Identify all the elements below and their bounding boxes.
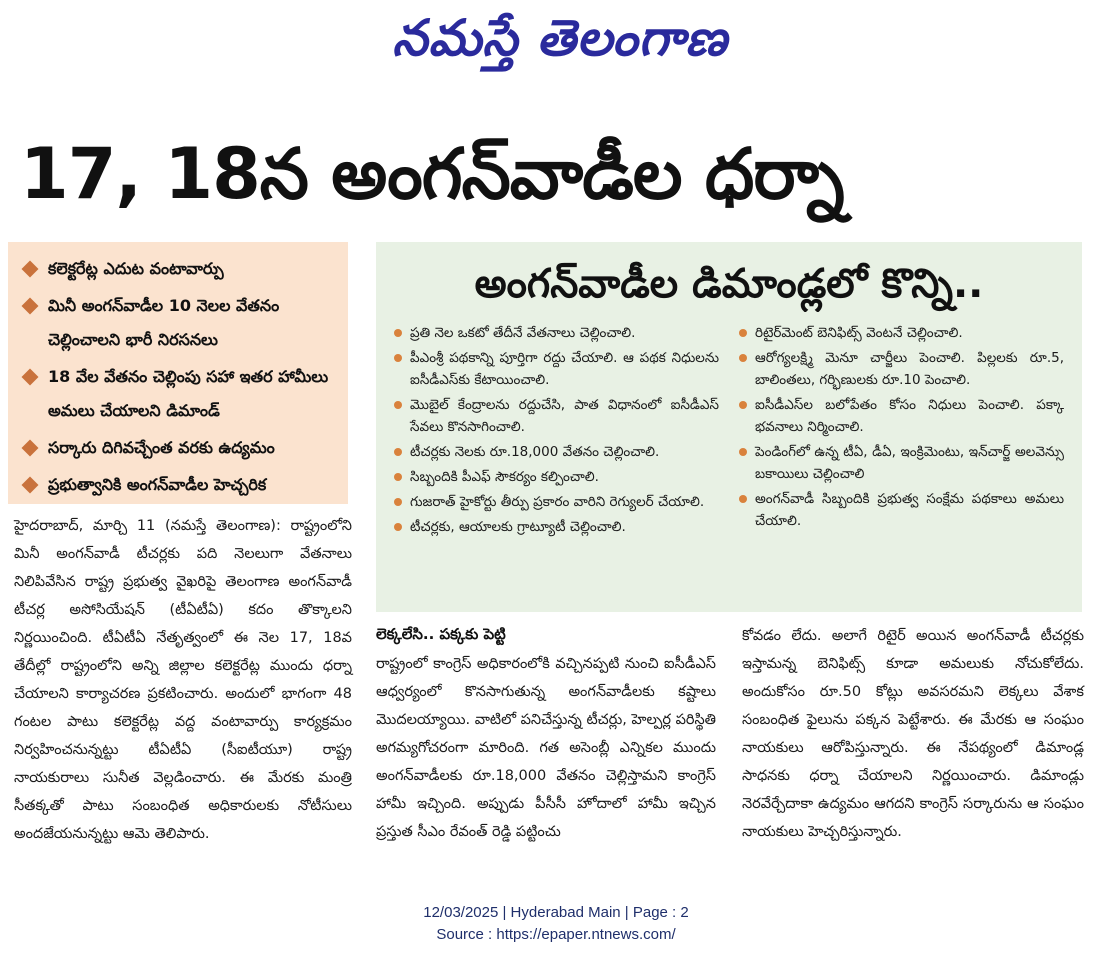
- demand-item: [394, 516, 719, 538]
- article-subheading: లెక్కలేసి.. పక్కకు పెట్టి: [376, 625, 506, 643]
- dot-bullet-icon: [739, 329, 747, 337]
- dot-bullet-icon: [739, 448, 747, 456]
- dot-bullet-icon: [394, 401, 402, 409]
- demand-text: పీఎంశ్రీ పథకాన్ని పూర్తిగా రద్దు చేయాలి. ఆ పథక నిధులను ఐసీడీఎస్‌కు కేటాయించాలి.: [410, 350, 719, 388]
- dot-bullet-icon: [394, 448, 402, 456]
- demand-item: [739, 394, 1064, 438]
- diamond-bullet-icon: [22, 369, 39, 386]
- demand-text: మొబైల్ కేంద్రాలను రద్దుచేసి, పాత విధానంలో ఐసీడీఎస్ సేవలు కొనసాగించాలి.: [410, 397, 719, 435]
- demand-item: [739, 322, 1064, 344]
- highlight-text: సర్కారు దిగివచ్చేంత వరకు ఉద్యమం: [48, 438, 275, 457]
- demand-text: ఆరోగ్యలక్ష్మి మెనూ చార్జీలు పెంచాలి. పిల్లలకు రూ.5, బాలింతలు, గర్భిణులకు రూ.10 పెంచాలి.: [755, 350, 1064, 388]
- page-footer: [0, 902, 1112, 952]
- demand-text: రిటైర్‌మెంట్ బెనిఫిట్స్ వెంటనే చెల్లించాలి.: [755, 325, 963, 341]
- demands-left-column: [394, 322, 719, 541]
- dot-bullet-icon: [394, 498, 402, 506]
- demand-item: [394, 491, 719, 513]
- highlights-box: [8, 242, 348, 504]
- demand-item: [394, 394, 719, 438]
- dot-bullet-icon: [739, 495, 747, 503]
- demand-text: ఐసీడీఎస్‌ల బలోపేతం కోసం నిధులు పెంచాలి. పక్కా భవనాలు నిర్మించాలి.: [755, 397, 1064, 435]
- dot-bullet-icon: [739, 401, 747, 409]
- demands-title: అంగన్‌వాడీల డిమాండ్లలో కొన్ని..: [474, 261, 984, 307]
- dot-bullet-icon: [394, 473, 402, 481]
- newspaper-masthead: నమస్తే తెలంగాణ: [392, 8, 728, 67]
- demand-text: టీచర్లకు, ఆయాలకు గ్రాట్యూటీ చెల్లించాలి.: [410, 519, 626, 535]
- demand-item: [394, 322, 719, 344]
- article-column-2: [376, 622, 716, 846]
- highlight-text: 18 వేల వేతనం చెల్లింపు సహా ఇతర హామీలు అమలు చేయాలని డిమాండ్: [48, 367, 329, 420]
- demand-text: ప్రతి నెల ఒకటో తేదీనే వేతనాలు చెల్లించాలి.: [410, 325, 636, 341]
- demand-text: పెండింగ్‌లో ఉన్న టీఏ, డీఏ, ఇంక్రిమెంటు, ఇన్‌చార్జ్ అలవెన్సు బకాయిలు చెల్లించాలి: [755, 444, 1064, 482]
- highlight-text: ప్రభుత్వానికి అంగన్‌వాడీల హెచ్చరిక: [48, 475, 267, 494]
- article-paragraph: కోవడం లేదు. అలాగే రిటైర్ అయిన అంగన్‌వాడీ టీచర్లకు ఇస్తామన్న బెనిఫిట్స్ కూడా అమలుకు నోచుకోలేదు. అందుకోసం రూ.50 కోట్లు అవసరమని లెక్కలు వేశాక సంబంధిత ఫైలును పక్కన పెట్టేశారు. ఈ మేరకు ఆ సంఘం నాయకులు ఆరోపిస్తున్నారు. ఈ నేపథ్యంలో డిమాండ్ల సాధనకు ధర్నా చేయాలని నిర్ణయించారు. డిమాండ్లు నెరవేర్చేదాకా ఉద్యమం ఆగదని కాంగ్రెస్ సర్కారును ఆ సంఘం నాయకులు హెచ్చరిస్తున్నారు.: [742, 628, 1084, 840]
- demand-item: [739, 441, 1064, 485]
- demand-text: సిబ్బందికి పీఎఫ్ సౌకర్యం కల్పించాలి.: [410, 469, 599, 485]
- diamond-bullet-icon: [22, 440, 39, 457]
- diamond-bullet-icon: [22, 477, 39, 494]
- source-link[interactable]: Source : https://epaper.ntnews.com/: [436, 926, 676, 943]
- article-paragraph: హైదరాబాద్, మార్చి 11 (నమస్తే తెలంగాణ): రాష్ట్రంలోని మినీ అంగన్‌వాడీ టీచర్లకు పది నెలలుగా వేతనాలు నిలిపివేసిన రాష్ట్ర ప్రభుత్వ వైఖరిపై తెలంగాణ అంగన్‌వాడీ టీచర్ల అసోసియేషన్ (టీఏటీఏ) కదం తొక్కాలని నిర్ణయించింది. టీఏటీఏ నేతృత్వంలో ఈ నెల 17, 18వ తేదీల్లో రాష్ట్రంలోని అన్ని జిల్లాల కలెక్టరేట్ల ముందు ధర్నా చేయాలని కార్యాచరణ ప్రకటించారు. అందులో భాగంగా 48 గంటల పాటు కలెక్టరేట్ల వద్ద వంటావార్పు కార్యక్రమం నిర్వహించనున్నట్టు టీఏటీఏ (సీఐటీయూ) రాష్ట్ర నాయకురాలు సునీత వెల్లడించారు. ఈ మేరకు మంత్రి సీతక్కతో పాటు సంబంధిత అధికారులకు నోటీసులు అందజేయనున్నట్టు ఆమె తెలిపారు.: [14, 518, 352, 842]
- dot-bullet-icon: [394, 329, 402, 337]
- edition-info: 12/03/2025 | Hyderabad Main | Page : 2: [423, 904, 689, 921]
- demands-box: [376, 242, 1082, 612]
- highlight-text: కలెక్టరేట్ల ఎదుట వంటావార్పు: [48, 259, 224, 278]
- diamond-bullet-icon: [22, 298, 39, 315]
- demand-item: [394, 466, 719, 488]
- dot-bullet-icon: [394, 354, 402, 362]
- dot-bullet-icon: [739, 354, 747, 362]
- demand-text: గుజరాత్ హైకోర్టు తీర్పు ప్రకారం వారిని రెగ్యులర్ చేయాలి.: [410, 494, 705, 510]
- demand-text: టీచర్లకు నెలకు రూ.18,000 వేతనం చెల్లించాలి.: [410, 444, 660, 460]
- demand-text: అంగన్‌వాడీ సిబ్బందికి ప్రభుత్వ సంక్షేమ పథకాలు అమలు చేయాలి.: [755, 491, 1064, 529]
- article-column-1: [14, 512, 352, 848]
- demand-item: [739, 488, 1064, 532]
- highlight-item: [24, 431, 336, 465]
- diamond-bullet-icon: [22, 261, 39, 278]
- highlight-item: [24, 360, 336, 428]
- demands-right-column: [739, 322, 1064, 541]
- article-column-3: [742, 622, 1084, 846]
- article-headline: 17, 18న అంగన్‌వాడీల ధర్నా: [20, 133, 844, 215]
- article-paragraph: రాష్ట్రంలో కాంగ్రెస్ అధికారంలోకి వచ్చినప్పటి నుంచి ఐసీడీఎస్ ఆధ్వర్యంలో కొనసాగుతున్న అంగన్‌వాడీలకు కష్టాలు మొదలయ్యాయి. వాటిలో పనిచేస్తున్న టీచర్లు, హెల్పర్ల పరిస్థితి అగమ్యగోచరంగా మారింది. గత అసెంబ్లీ ఎన్నికల ముందు అంగన్‌వాడీలకు రూ.18,000 వేతనం చెల్లిస్తామని కాంగ్రెస్ హామీ ఇచ్చింది. అప్పుడు పీసీసీ హోదాలో హామీ ఇచ్చిన ప్రస్తుత సీఎం రేవంత్ రెడ్డి పట్టించు: [376, 656, 716, 840]
- dot-bullet-icon: [394, 523, 402, 531]
- highlight-text: మినీ అంగన్‌వాడీల 10 నెలల వేతనం చెల్లించాలని భారీ నిరసనలు: [48, 296, 280, 349]
- demand-item: [739, 347, 1064, 391]
- highlight-item: [24, 468, 336, 502]
- demand-item: [394, 441, 719, 463]
- highlight-item: [24, 252, 336, 286]
- highlight-item: [24, 289, 336, 357]
- demand-item: [394, 347, 719, 391]
